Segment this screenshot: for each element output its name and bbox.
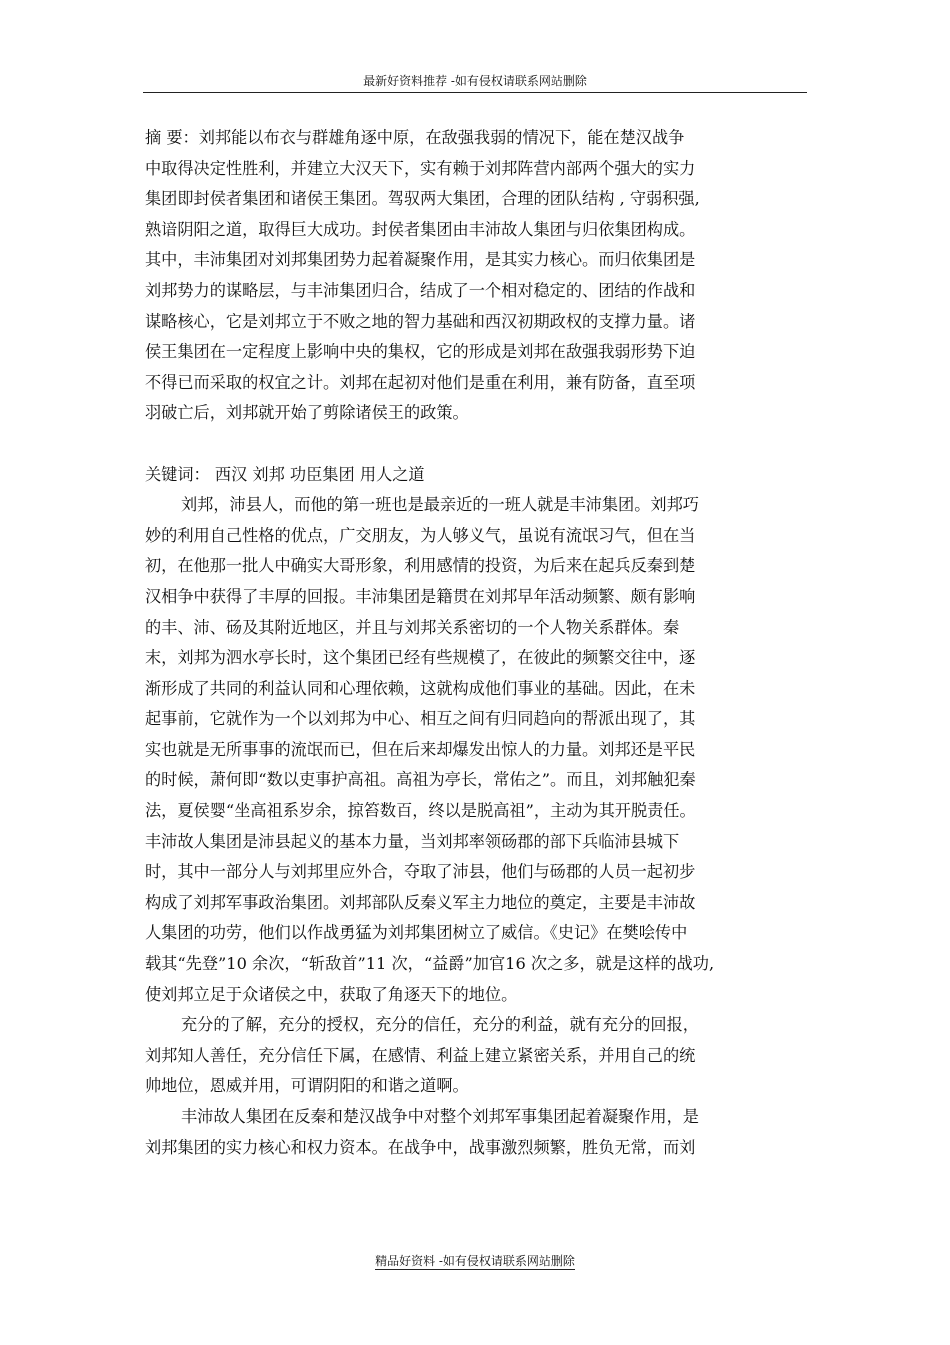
paragraph-line: 初，在他那一批人中确实大哥形象，利用感情的投资，为后来在起兵反秦到楚 [145, 556, 696, 576]
abstract-line: 熟谙阴阳之道，取得巨大成功。封侯者集团由丰沛故人集团与归依集团构成。 [145, 219, 696, 239]
abstract-line: 不得已而采取的权宜之计。刘邦在起初对他们是重在利用，兼有防备，直至项 [145, 372, 696, 392]
paragraph-line: 帅地位，恩威并用，可谓阴阳的和谐之道啊。 [145, 1076, 469, 1096]
abstract [145, 123, 805, 429]
paragraph-line: 法，夏侯婴“坐高祖系岁余，掠笞数百，终以是脱高祖”，主动为其开脱责任。 [145, 801, 696, 821]
paragraph-line: 载其“先登”10 余次，“斩敌首”11 次，“益爵”加官16 次之多，就是这样的战功, [145, 954, 715, 974]
document-body [145, 123, 805, 1163]
keywords: 关键词： 西汉 刘邦 功臣集团 用人之道 [145, 464, 425, 484]
paragraph-line: 使刘邦立足于众诸侯之中，获取了角逐天下的地位。 [145, 984, 518, 1004]
paragraph-line: 实也就是无所事事的流氓而已，但在后来却爆发出惊人的力量。刘邦还是平民 [145, 739, 696, 759]
abstract-line: 摘 要：刘邦能以布衣与群雄角逐中原，在敌强我弱的情况下，能在楚汉战争 [145, 128, 685, 147]
paragraph-line: 刘邦知人善任，充分信任下属，在感情、利益上建立紧密关系，并用自己的统 [145, 1045, 696, 1065]
abstract-line: 中取得决定性胜利，并建立大汉天下，实有赖于刘邦阵营内部两个强大的实力 [145, 158, 696, 178]
abstract-line: 集团即封侯者集团和诸侯王集团。驾驭两大集团，合理的团队结构 , 守弱积强, [145, 189, 700, 209]
abstract-line: 羽破亡后，刘邦就开始了剪除诸侯王的政策。 [145, 403, 469, 423]
paragraph-line: 渐形成了共同的利益认同和心理依赖，这就构成他们事业的基础。因此，在未 [145, 678, 696, 698]
paragraph-line: 丰沛故人集团是沛县起义的基本力量，当刘邦率领砀郡的部下兵临沛县城下 [145, 831, 680, 851]
header-text: 最新好资料推荐 -如有侵权请联系网站删除 [363, 74, 587, 88]
page-footer [0, 1252, 950, 1270]
paragraph-line: 妙的利用自己性格的优点，广交朋友，为人够义气，虽说有流氓习气，但在当 [145, 525, 696, 545]
paragraph-line: 的时候，萧何即“数以吏事护高祖。高祖为亭长，常佑之”。而且，刘邦触犯秦 [145, 770, 696, 790]
abstract-line: 其中，丰沛集团对刘邦集团势力起着凝聚作用，是其实力核心。而归依集团是 [145, 250, 696, 270]
abstract-line: 谋略核心，它是刘邦立于不败之地的智力基础和西汉初期政权的支撑力量。诸 [145, 311, 696, 331]
abstract-line: 侯王集团在一定程度上影响中央的集权，它的形成是刘邦在敌强我弱形势下迫 [145, 342, 696, 362]
paragraph-2 [145, 1010, 805, 1102]
abstract-line: 刘邦势力的谋略层，与丰沛集团归合，结成了一个相对稳定的、团结的作战和 [145, 280, 696, 300]
paragraph-line: 构成了刘邦军事政治集团。刘邦部队反秦义军主力地位的奠定，主要是丰沛故 [145, 892, 696, 912]
paragraph-line: 末，刘邦为泗水亭长时，这个集团已经有些规模了，在彼此的频繁交往中，逐 [145, 648, 696, 668]
paragraph-line: 汉相争中获得了丰厚的回报。丰沛集团是籍贯在刘邦早年活动频繁、颇有影响 [145, 586, 696, 606]
paragraph-line: 丰沛故人集团在反秦和楚汉战争中对整个刘邦军事集团起着凝聚作用，是 [181, 1107, 699, 1126]
blank-line [145, 429, 805, 460]
paragraph-3 [145, 1102, 805, 1163]
paragraph-line: 起事前，它就作为一个以刘邦为中心、相互之间有归同趋向的帮派出现了，其 [145, 709, 696, 729]
paragraph-line: 充分的了解，充分的授权，充分的信任，充分的利益，就有充分的回报， [181, 1015, 699, 1035]
paragraph-line: 人集团的功劳，他们以作战勇猛为刘邦集团树立了威信。《史记》在樊哙传中 [145, 923, 688, 943]
paragraph-line: 刘邦，沛县人，而他的第一班也是最亲近的一班人就是丰沛集团。刘邦巧 [181, 495, 699, 515]
paragraph-1 [145, 490, 805, 1010]
footer-text: 精品好资料 -如有侵权请联系网站删除 [375, 1254, 575, 1268]
paragraph-line: 时，其中一部分人与刘邦里应外合，夺取了沛县，他们与砀郡的人员一起初步 [145, 862, 696, 882]
paragraph-line: 刘邦集团的实力核心和权力资本。在战争中，战事激烈频繁，胜负无常，而刘 [145, 1137, 696, 1157]
paragraph-line: 的丰、沛、砀及其附近地区，并且与刘邦关系密切的一个人物关系群体。秦 [145, 617, 680, 637]
page-header [143, 72, 807, 93]
